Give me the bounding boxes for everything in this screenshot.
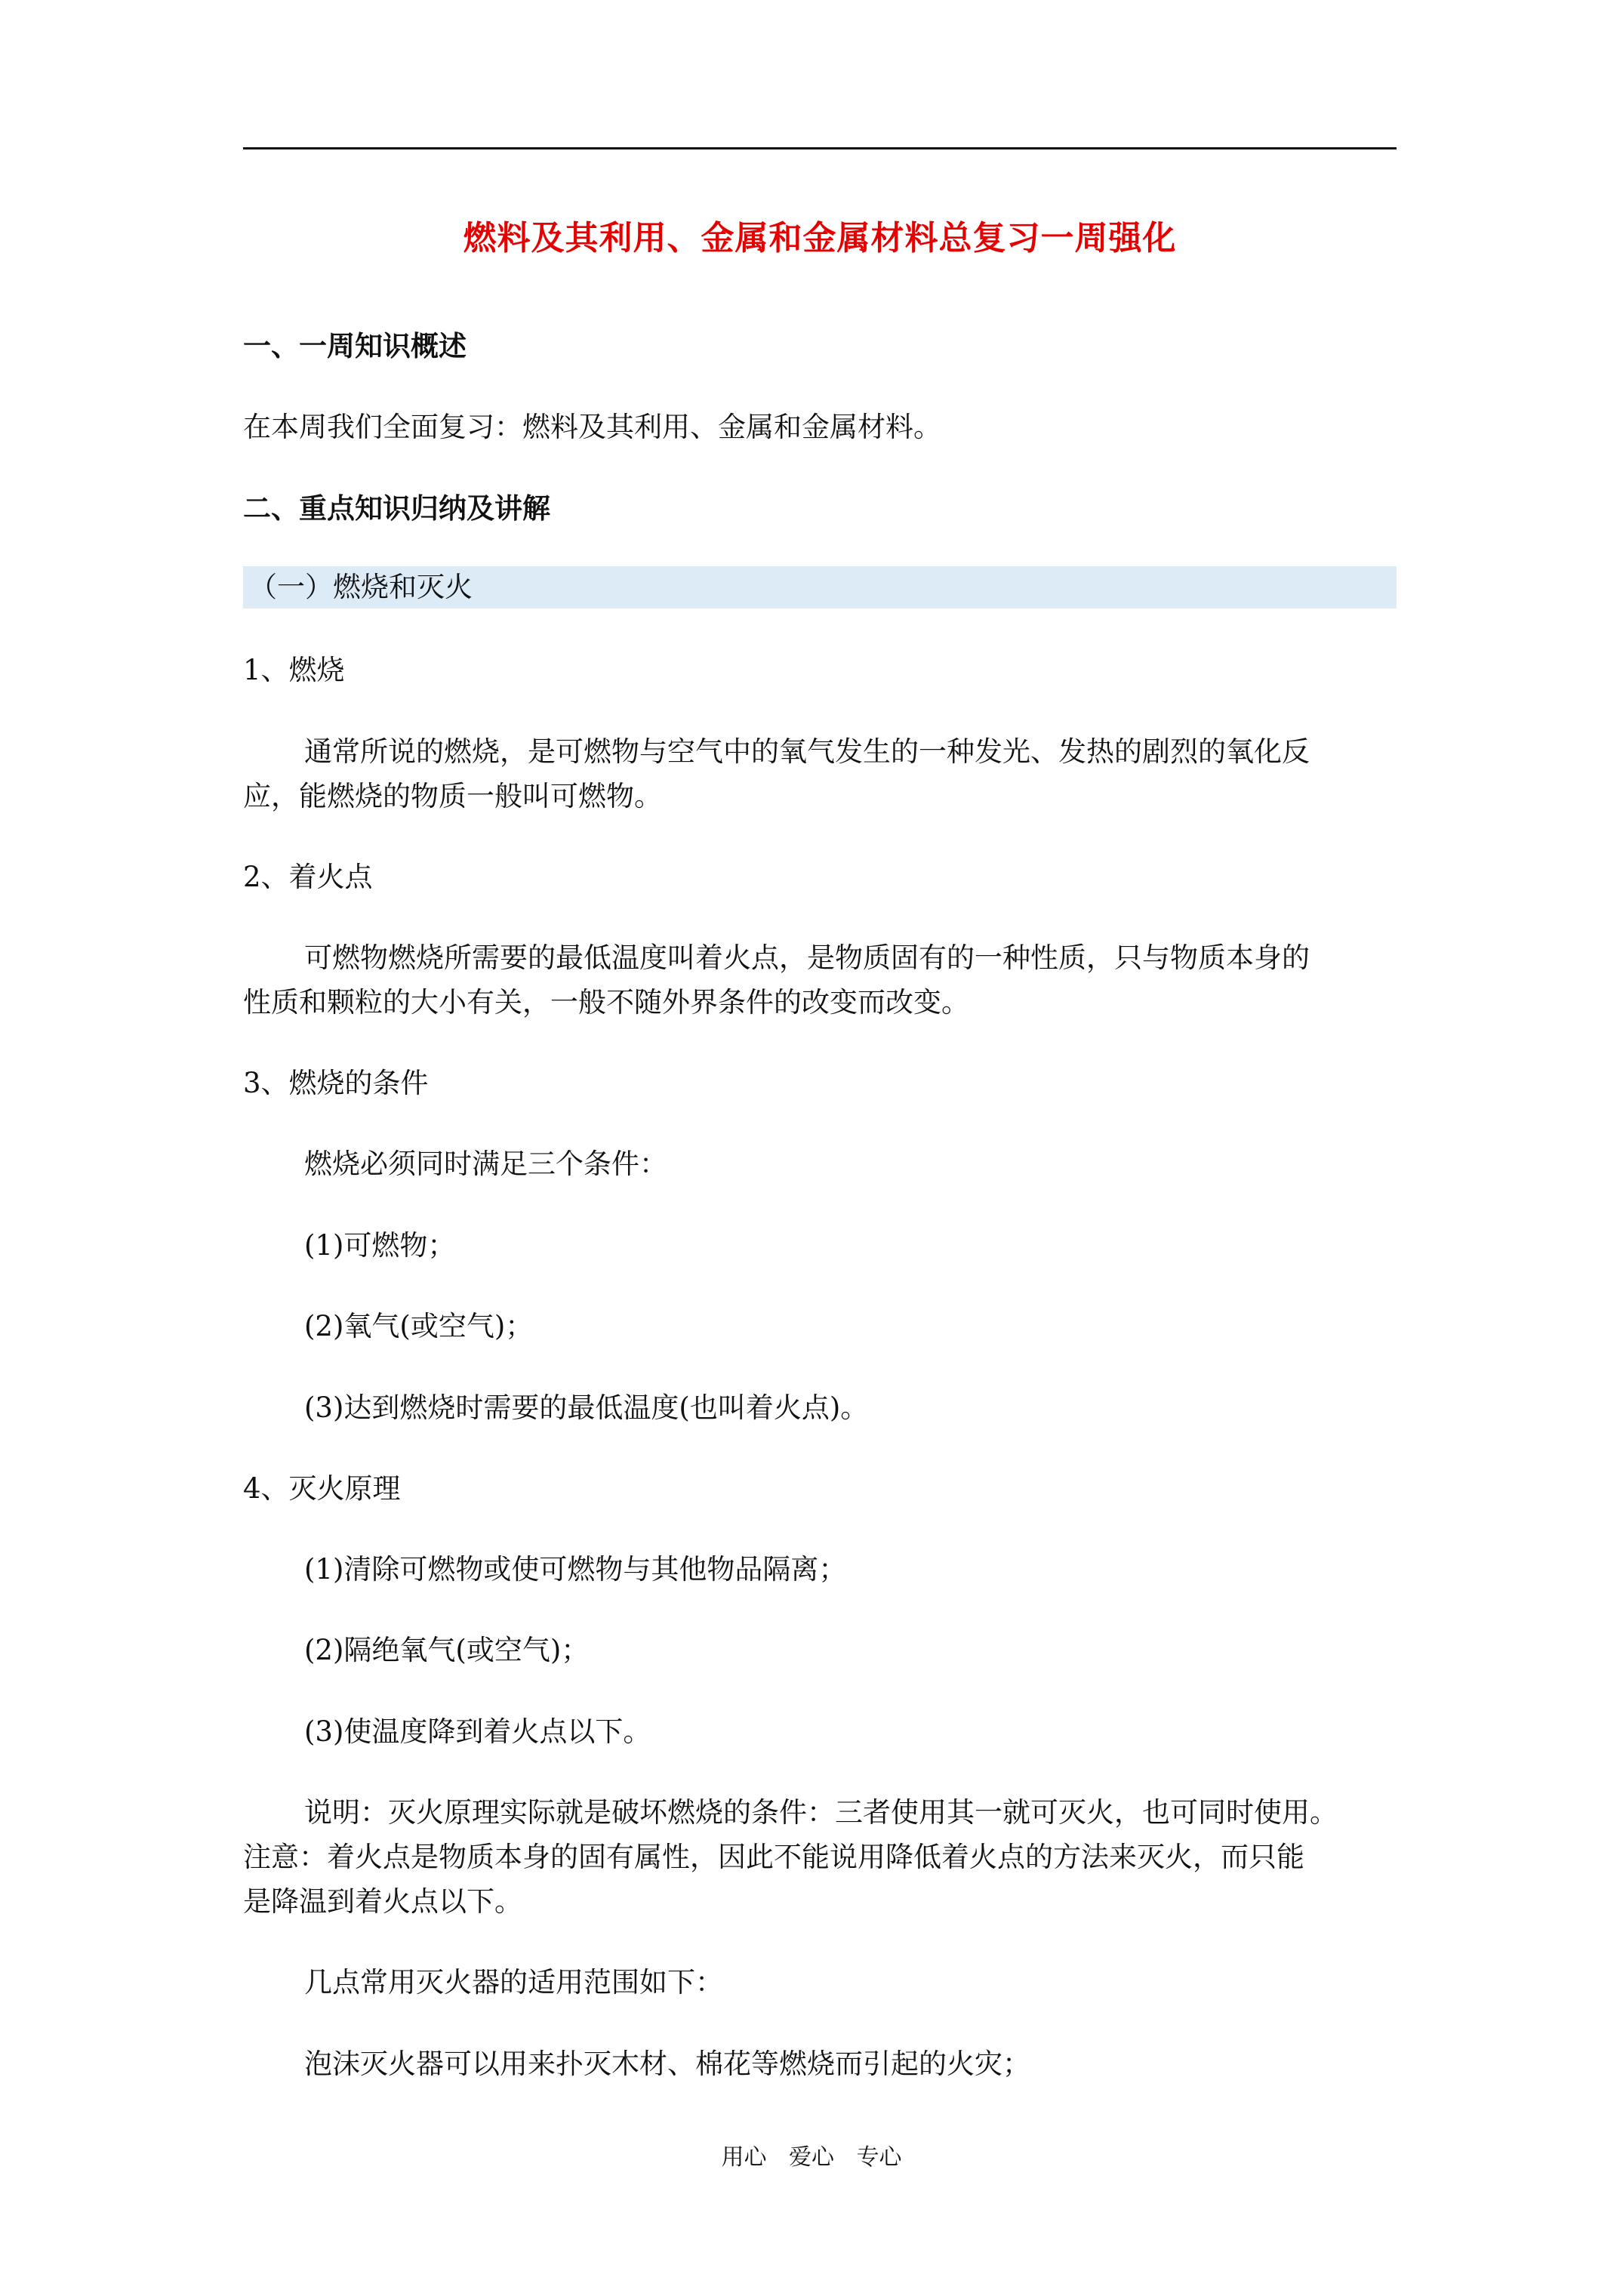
principle-2: (2)隔绝氧气(或空气)； [304,1634,590,1666]
item-ignition-line1: 可燃物燃烧所需要的最低温度叫着火点，是物质固有的一种性质，只与物质本身的 [304,942,1310,974]
item-conditions-title: 3、燃烧的条件 [243,1067,429,1099]
heading-key-points: 二、重点知识归纳及讲解 [243,492,550,525]
document-title: 燃料及其利用、金属和金属材料总复习一周强化 [463,219,1177,257]
intro-paragraph: 在本周我们全面复习：燃料及其利用、金属和金属材料。 [243,411,941,443]
item-ignition-title: 2、着火点 [243,861,373,893]
note-line2: 注意：着火点是物质本身的固有属性，因此不能说用降低着火点的方法来灭火，而只能 [243,1841,1304,1873]
item-ignition-line2: 性质和颗粒的大小有关，一般不随外界条件的改变而改变。 [243,986,969,1019]
item-combustion-line1: 通常所说的燃烧，是可燃物与空气中的氧气发生的一种发光、发热的剧烈的氧化反 [304,735,1310,768]
condition-2: (2)氧气(或空气)； [304,1310,534,1342]
section-band [243,566,1397,609]
item-extinguish-title: 4、灭火原理 [243,1472,401,1505]
note-line1: 说明：灭火原理实际就是破坏燃烧的条件：三者使用其一就可灭火，也可同时使用。 [304,1796,1338,1829]
item-conditions-intro: 燃烧必须同时满足三个条件： [304,1148,667,1180]
extinguisher-intro: 几点常用灭火器的适用范围如下： [304,1966,723,1999]
condition-3: (3)达到燃烧时需要的最低温度(也叫着火点)。 [304,1391,869,1424]
header-rule [243,147,1397,149]
principle-1: (1)清除可燃物或使可燃物与其他物品隔离； [304,1553,847,1586]
principle-3: (3)使温度降到着火点以下。 [304,1715,651,1748]
extinguisher-foam: 泡沫灭火器可以用来扑灭木材、棉花等燃烧而引起的火灾； [304,2048,1030,2080]
heading-overview: 一、一周知识概述 [243,329,467,362]
note-line3: 是降温到着火点以下。 [243,1885,522,1918]
section-title-combustion: （一）燃烧和灭火 [249,571,473,603]
item-combustion-title: 1、燃烧 [243,654,345,686]
page-footer: 用心 爱心 专心 [721,2144,902,2171]
item-combustion-line2: 应，能燃烧的物质一般叫可燃物。 [243,780,662,812]
condition-1: (1)可燃物； [304,1229,456,1262]
